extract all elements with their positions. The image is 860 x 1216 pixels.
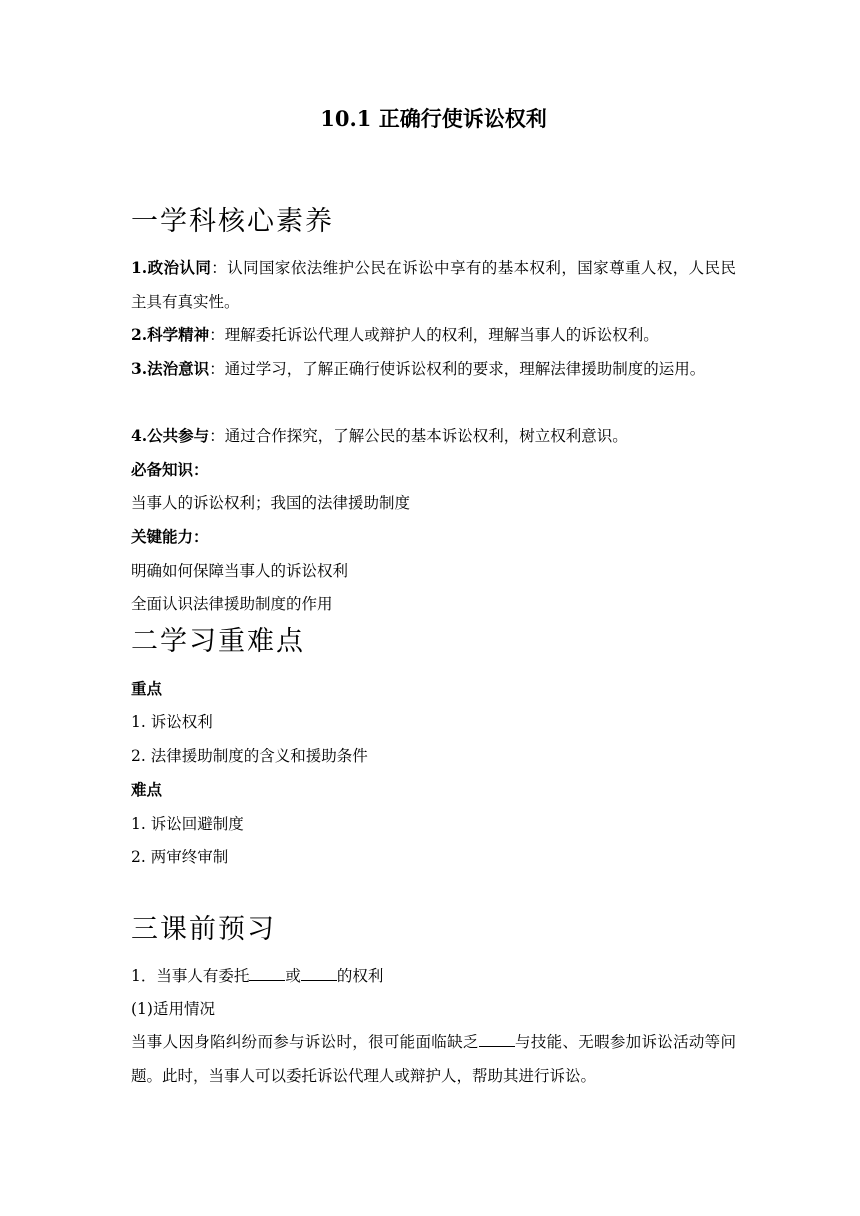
key-points-label: 重点: [131, 679, 163, 698]
section-heading-core-literacy: 一学科核心素养: [131, 206, 334, 237]
literacy-item-law: [131, 352, 736, 386]
literacy-item-text: ：理解委托诉讼代理人或辩护人的权利，理解当事人的诉讼权利。: [209, 326, 659, 344]
difficult-points-label: 难点: [131, 780, 163, 799]
fill-blank[interactable]: [479, 1030, 515, 1047]
section-heading-preview: 三课前预习: [131, 914, 276, 945]
section-heading-key-points: 二学习重难点: [131, 626, 305, 657]
key-point-item: 1. 诉讼权利: [131, 713, 213, 731]
question-1-prefix: 1．当事人有委托: [131, 967, 250, 985]
knowledge-label: 必备知识：: [131, 460, 209, 479]
literacy-item-label: 1.政治认同: [131, 258, 212, 277]
literacy-item-label: 2.科学精神: [131, 325, 210, 344]
question-1-middle: 或: [285, 967, 301, 985]
literacy-item-text: ：认同国家依法维护公民在诉讼中享有的基本权利，国家尊重人权，人民民主具有真实性。: [131, 259, 736, 311]
key-point-item: 2. 法律援助制度的含义和援助条件: [131, 747, 368, 765]
paragraph-suffix: 与技能、无暇参加诉讼活动等问题。此时，当事人可以委托诉讼代理人或辩护人，帮助其进行诉讼。: [131, 1033, 736, 1085]
page-title: 10.1 正确行使诉讼权利: [320, 106, 547, 131]
difficult-point-item: 2. 两审终审制: [131, 848, 229, 866]
question-1: [131, 964, 736, 988]
literacy-item-political: [131, 251, 736, 319]
ability-item: 明确如何保障当事人的诉讼权利: [131, 562, 349, 580]
ability-label: 关键能力：: [131, 527, 209, 546]
fill-blank[interactable]: [249, 964, 285, 981]
literacy-item-text: ：通过合作探究，了解公民的基本诉讼权利，树立权利意识。: [209, 427, 628, 445]
literacy-item-science: [131, 323, 736, 347]
literacy-item-label: 3.法治意识: [131, 359, 210, 378]
difficult-point-item: 1. 诉讼回避制度: [131, 815, 244, 833]
literacy-item-participation: [131, 424, 736, 448]
paragraph-prefix: 当事人因身陷纠纷而参与诉讼时，很可能面临缺乏: [131, 1033, 479, 1051]
literacy-item-text: ：通过学习，了解正确行使诉讼权利的要求，理解法律援助制度的运用。: [209, 360, 706, 378]
fill-blank[interactable]: [301, 964, 337, 981]
knowledge-text: 当事人的诉讼权利；我国的法律援助制度: [131, 494, 411, 512]
subheading-applicable-situation: (1)适用情况: [131, 1000, 215, 1018]
ability-item: 全面认识法律援助制度的作用: [131, 595, 333, 613]
literacy-item-label: 4.公共参与: [131, 426, 210, 445]
question-1-suffix: 的权利: [336, 967, 384, 985]
preview-paragraph: [131, 1025, 736, 1093]
